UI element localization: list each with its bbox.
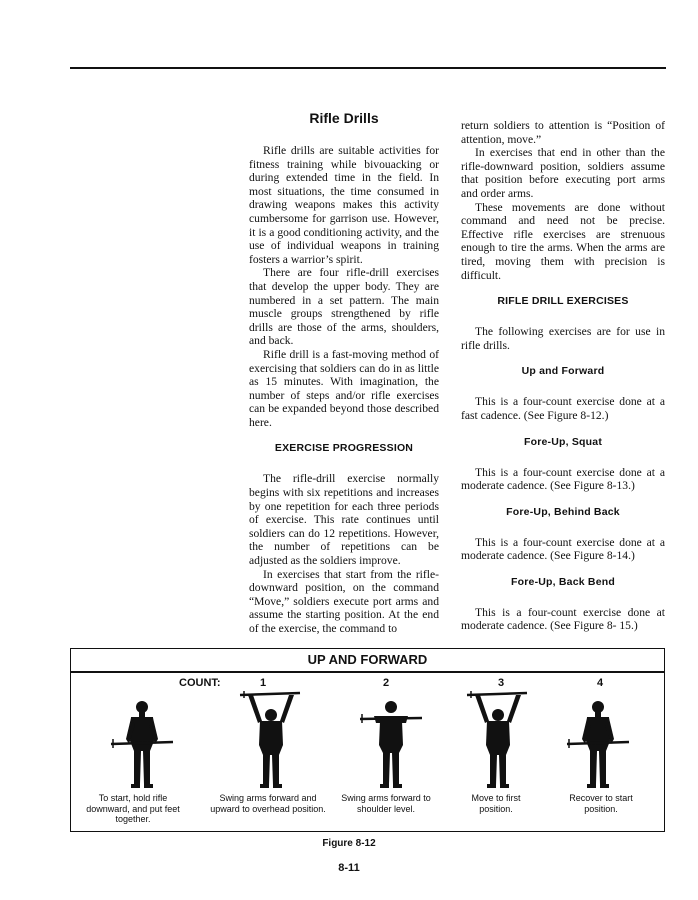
- section-heading-exercise-progression: EXERCISE PROGRESSION: [274, 442, 414, 455]
- page-title: Rifle Drills: [309, 110, 379, 126]
- soldier-rifle-overhead-figure: [463, 689, 533, 789]
- count-4: 4: [597, 677, 604, 689]
- exercise-heading: Fore-Up, Back Bend: [511, 575, 615, 588]
- paragraph: This is a four-count exercise done at a fast cadence. (See Figure 8-12.): [461, 395, 665, 422]
- paragraph: These movements are done without command and need not be precise. Effective rifle exercises are strenuous enough to tire the arms. When the arms are tired, moving them with precision is difficult.: [461, 200, 665, 282]
- paragraph: In exercises that start from the rifle-downward position, on the command “Move,” soldiers execute port arms and assume the starting position. At the end of the exercise, the command to: [249, 567, 439, 635]
- paragraph: Rifle drill is a fast-moving method of exercising that soldiers can do in as little as 15 minutes. With imagination, the number of steps and/or rifle exercises can be expanded beyond those described here.: [249, 347, 439, 429]
- count-label: COUNT:: [179, 677, 221, 689]
- figure-caption: To start, hold rifle downward, and put feet together.: [86, 793, 180, 824]
- figure-caption: Swing arms forward and upward to overhead position.: [210, 793, 326, 814]
- figure-label: Figure 8-12: [322, 838, 376, 849]
- soldier-rifle-down-figure: [563, 699, 633, 789]
- paragraph: This is a four-count exercise done at a moderate cadence. (See Figure 8-13.): [461, 465, 665, 493]
- right-column: [461, 119, 665, 633]
- paragraph: Rifle drills are suitable activities for fitness training while bivouacking or during extended time in the field. In most situations, the time consumed in drawing weapons makes this activity cumbersome for garrison use. However, it is a good conditioning activity, and the use of individual weapons in training fosters a warrior’s spirit.: [249, 144, 439, 266]
- paragraph: In exercises that end in other than the rifle-downward position, soldiers assume that position before executing port arms and order arms.: [461, 146, 665, 200]
- exercise-heading: Fore-Up, Squat: [523, 435, 603, 448]
- soldier-rifle-down-figure: [107, 699, 177, 789]
- figure-title-rule: [71, 671, 664, 673]
- count-3: 3: [498, 677, 505, 689]
- paragraph: The rifle-drill exercise normally begins with six repetitions and increases by one repetition for each three periods of exercise. This rate continues until soldiers can do 12 repetitions. However, the number of repetitions can be adjusted as the soldiers improve.: [249, 472, 439, 568]
- figure-caption: Recover to start position.: [569, 793, 633, 814]
- left-column: [249, 110, 439, 636]
- exercise-heading: Fore-Up, Behind Back: [506, 505, 620, 518]
- paragraph: There are four rifle-drill exercises that develop the upper body. They are numbered in a set pattern. The main muscle groups strengthened by rifle drills are those of the arms, shoulders, and back.: [249, 266, 439, 348]
- soldier-rifle-overhead-figure: [236, 689, 306, 789]
- top-rule: [70, 67, 666, 69]
- exercise-heading: Up and Forward: [521, 365, 605, 378]
- page-number: 8-11: [338, 862, 360, 874]
- paragraph-continuation: return soldiers to attention is “Position of attention, move.”: [461, 119, 665, 146]
- section-heading-rifle-drill-exercises: RIFLE DRILL EXERCISES: [497, 295, 629, 308]
- figure-title: UP AND FORWARD: [307, 652, 428, 667]
- figure-caption: Swing arms forward to shoulder level.: [341, 793, 431, 814]
- count-1: 1: [260, 677, 267, 689]
- soldier-rifle-shoulder-figure: [356, 699, 426, 789]
- figure-caption: Move to first position.: [471, 793, 521, 814]
- paragraph: This is a four-count exercise done at moderate cadence. (See Figure 8- 15.): [461, 605, 665, 633]
- count-2: 2: [383, 677, 390, 689]
- paragraph: This is a four-count exercise done at a moderate cadence. (See Figure 8-14.): [461, 535, 665, 563]
- figure-up-and-forward: [70, 648, 665, 832]
- paragraph: The following exercises are for use in rifle drills.: [461, 325, 665, 352]
